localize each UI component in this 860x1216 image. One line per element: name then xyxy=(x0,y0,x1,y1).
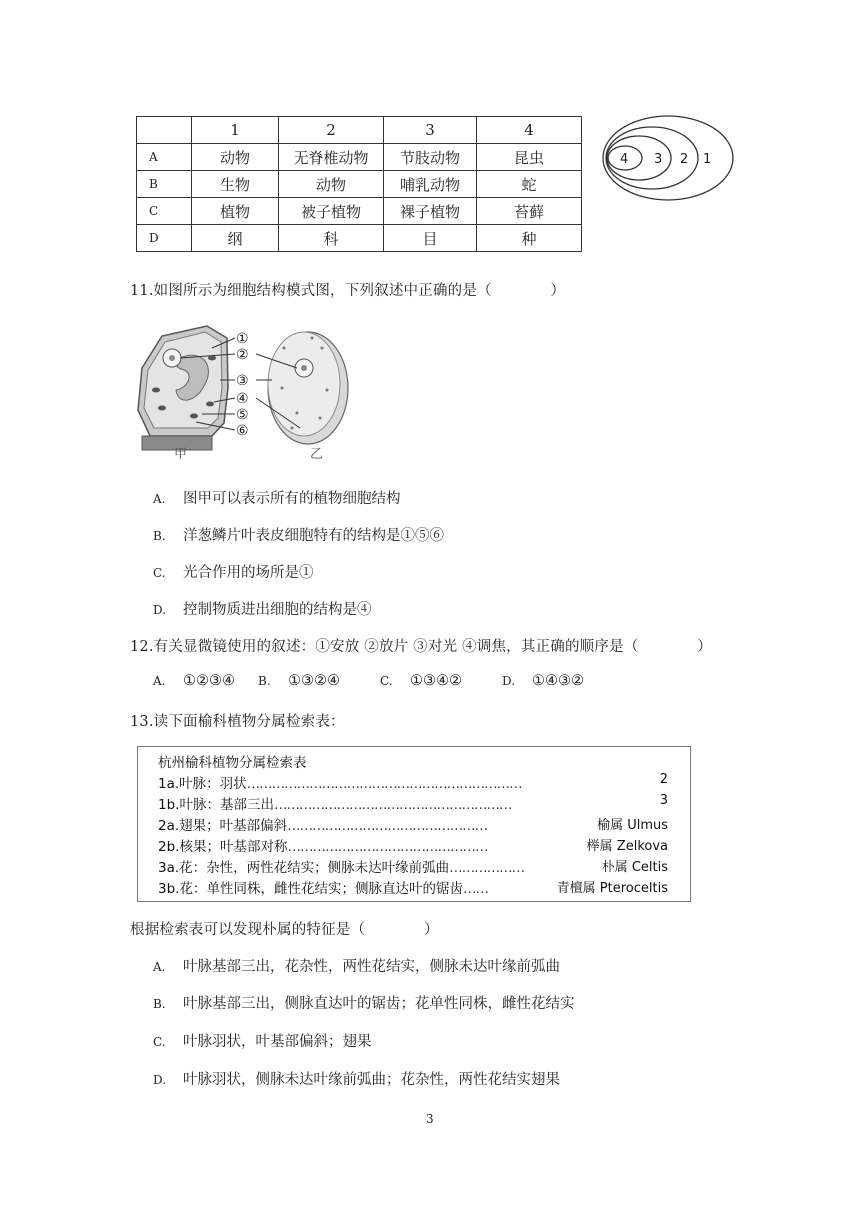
caption-yi: 乙 xyxy=(310,447,324,462)
table-cell: 节肢动物 xyxy=(384,144,477,171)
table-cell: 生物 xyxy=(192,171,279,198)
table-cell: 苔藓 xyxy=(477,198,582,225)
row-label: A xyxy=(137,144,192,171)
table-header-cell: 2 xyxy=(279,117,384,144)
page-number: 3 xyxy=(426,1112,434,1126)
key-line-1b: 1b.叶脉：基部三出………………………………………………… xyxy=(158,797,512,813)
label-3: ③ xyxy=(236,373,249,389)
key-line-3b: 3b.花：单性同株，雌性花结实；侧脉直达叶的锯齿…… xyxy=(158,881,488,897)
table-row xyxy=(137,144,582,171)
key-result-1a: 2 xyxy=(659,772,668,787)
q12-option-c: C. ①③④② xyxy=(380,673,462,689)
chloroplast xyxy=(158,406,166,411)
table-cell: 纲 xyxy=(192,225,279,252)
caption-jia: 甲 xyxy=(174,447,188,462)
table-row xyxy=(137,198,582,225)
row-label: D xyxy=(137,225,192,252)
q13-option-a: A. 叶脉基部三出，花杂性，两性花结实，侧脉未达叶缘前弧曲 xyxy=(153,959,560,975)
table-header-cell: 4 xyxy=(477,117,582,144)
chloroplast xyxy=(206,402,214,407)
key-line-2b: 2b.核果；叶基部对称………………………………………… xyxy=(158,839,488,855)
table-row xyxy=(137,171,582,198)
q13-question: 根据检索表可以发现朴属的特征是（ ） xyxy=(130,922,439,938)
q12-option-d: D. ①④③② xyxy=(502,673,584,689)
key-result-3b: 青檀属 Pteroceltis xyxy=(556,881,668,896)
label-6: ⑥ xyxy=(236,423,249,439)
label-4: ④ xyxy=(236,391,249,407)
table-cell: 裸子植物 xyxy=(384,198,477,225)
key-result-2b: 榉属 Zelkova xyxy=(586,839,668,854)
row-label: C xyxy=(137,198,192,225)
identification-key-box xyxy=(137,746,691,902)
table-cell: 目 xyxy=(384,225,477,252)
table-header-cell xyxy=(137,117,192,144)
table-cell: 科 xyxy=(279,225,384,252)
q13-option-c: C. 叶脉羽状，叶基部偏斜；翅果 xyxy=(153,1034,372,1050)
set-label-2: 2 xyxy=(680,152,689,167)
nested-sets-diagram xyxy=(600,112,740,204)
set-label-1: 1 xyxy=(703,152,712,167)
table-cell: 昆虫 xyxy=(477,144,582,171)
table-cell: 哺乳动物 xyxy=(384,171,477,198)
classification-table xyxy=(136,116,582,252)
q13-stem: 13.读下面榆科植物分属检索表： xyxy=(130,714,345,730)
table-header-cell: 3 xyxy=(384,117,477,144)
q13-option-b: B. 叶脉基部三出，侧脉直达叶的锯齿；花单性同株，雌性花结实 xyxy=(153,996,575,1012)
key-result-1b: 3 xyxy=(659,793,668,808)
key-line-1a: 1a.叶脉：羽状………………………………………………………… xyxy=(158,776,522,792)
chloroplast xyxy=(190,414,198,419)
key-line-3a: 3a.花：杂性，两性花结实；侧脉未达叶缘前弧曲……………… xyxy=(158,860,525,876)
key-result-3a: 朴属 Celtis xyxy=(601,860,668,875)
table-cell: 动物 xyxy=(279,171,384,198)
row-label: B xyxy=(137,171,192,198)
key-title: 杭州榆科植物分属检索表 xyxy=(158,755,307,771)
q11-option-b: B. 洋葱鳞片叶表皮细胞特有的结构是①⑤⑥ xyxy=(153,528,444,544)
table-cell: 种 xyxy=(477,225,582,252)
animal-cytoplasm xyxy=(268,332,340,436)
table-cell: 无脊椎动物 xyxy=(279,144,384,171)
cell-structure-figure xyxy=(132,318,362,463)
q13-option-d: D. 叶脉羽状，侧脉未达叶缘前弧曲；花杂性，两性花结实翅果 xyxy=(153,1072,560,1088)
key-result-2a: 榆属 Ulmus xyxy=(597,818,668,833)
chloroplast xyxy=(152,388,160,393)
table-cell: 蛇 xyxy=(477,171,582,198)
q12-option-b: B. ①③②④ xyxy=(258,673,340,689)
label-5: ⑤ xyxy=(236,407,249,423)
q11-option-c: C. 光合作用的场所是① xyxy=(153,565,314,581)
table-cell: 被子植物 xyxy=(279,198,384,225)
q11-stem: 11.如图所示为细胞结构模式图，下列叙述中正确的是（ ） xyxy=(130,283,566,299)
set-label-3: 3 xyxy=(654,152,663,167)
table-header-cell: 1 xyxy=(192,117,279,144)
q12-stem: 12.有关显微镜使用的叙述：①安放 ②放片 ③对光 ④调焦，其正确的顺序是（ ） xyxy=(130,639,712,655)
set-label-4: 4 xyxy=(620,152,629,167)
q11-option-d: D. 控制物质进出细胞的结构是④ xyxy=(153,602,372,618)
table-header-row xyxy=(137,117,582,144)
key-line-2a: 2a.翅果；叶基部偏斜………………………………………… xyxy=(158,818,488,834)
q12-option-a: A. ①②③④ xyxy=(153,673,235,689)
table-cell: 动物 xyxy=(192,144,279,171)
label-1: ① xyxy=(236,331,249,347)
q11-option-a: A. 图甲可以表示所有的植物细胞结构 xyxy=(153,491,401,507)
table-cell: 植物 xyxy=(192,198,279,225)
table-row xyxy=(137,225,582,252)
label-2: ② xyxy=(236,347,249,363)
